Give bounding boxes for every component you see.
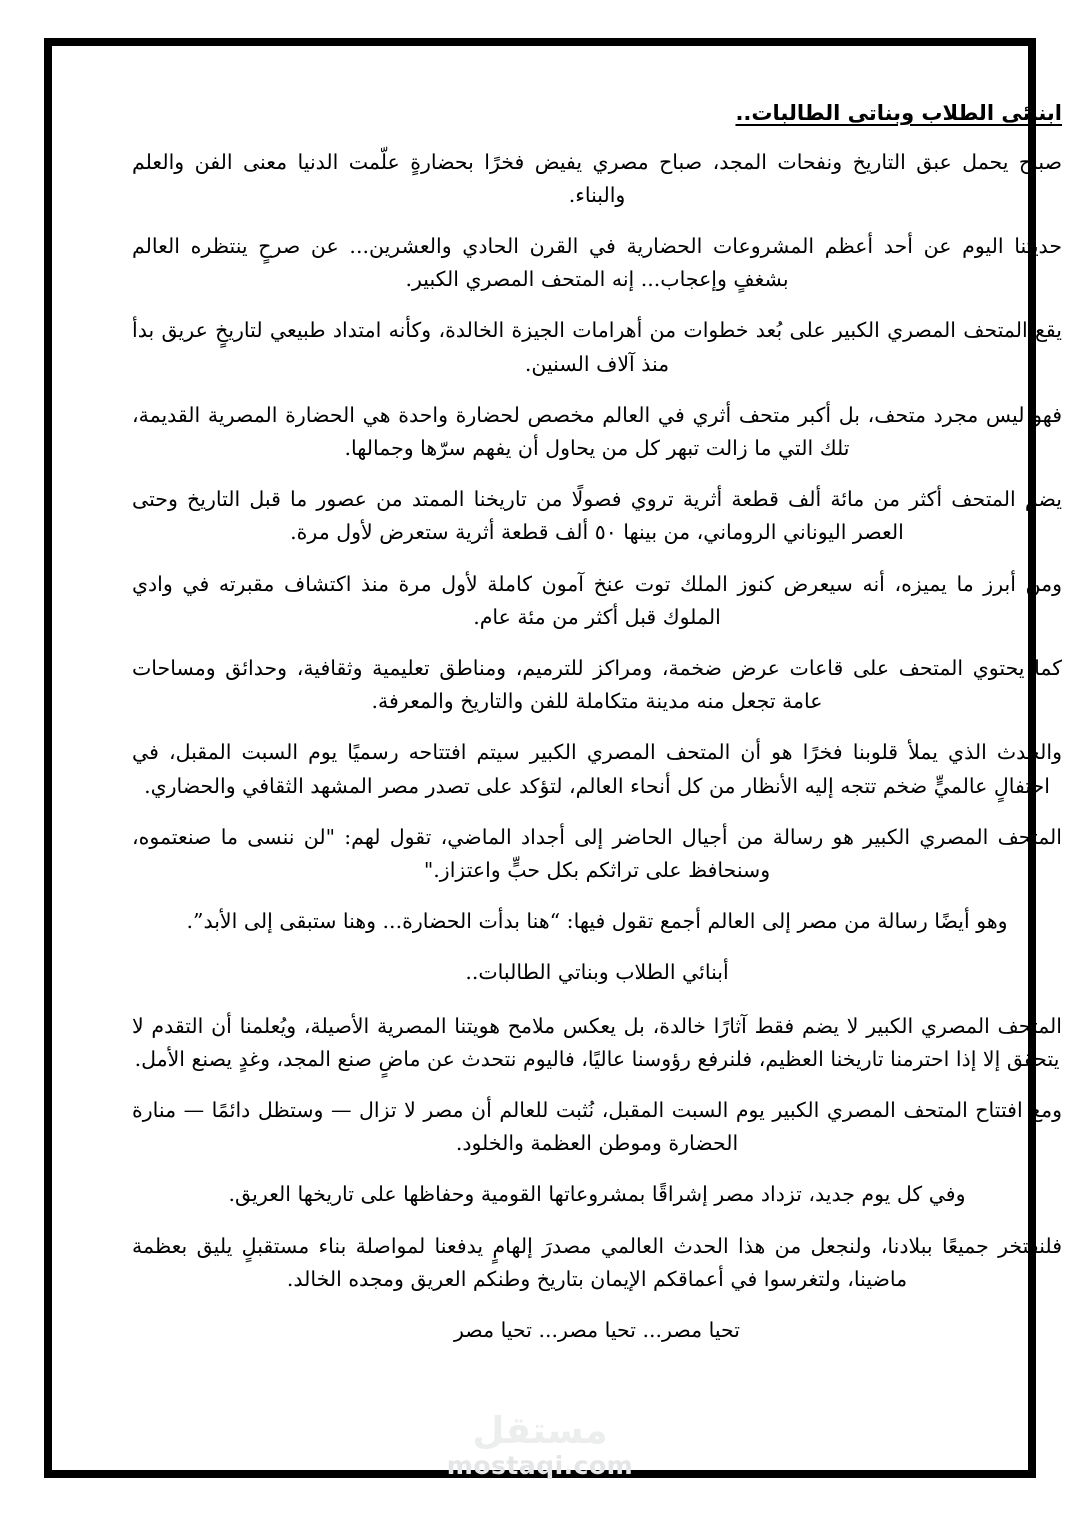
document-body bbox=[132, 98, 1062, 1498]
paragraph-2: حديثنا اليوم عن أحد أعظم المشروعات الحضارية في القرن الحادي والعشرين... عن صرحٍ ينتظره العالم بشغفٍ وإعجاب... إنه المتحف المصري الكبير. bbox=[132, 233, 1062, 292]
paragraph-6: ومن أبرز ما يميزه، أنه سيعرض كنوز الملك توت عنخ آمون كاملة لأول مرة منذ اكتشاف مقبرته في وادي الملوك قبل أكثر من مئة عام. bbox=[132, 571, 1062, 629]
closing-line: تحيا مصر... تحيا مصر... تحيا مصر bbox=[454, 1317, 740, 1342]
paragraph-9: المتحف المصري الكبير هو رسالة من أجيال الحاضر إلى أجداد الماضي، تقول لهم: "لن ننسى ما صنعتموه، وسنحافظ على تراثكم بكل حبٍّ واعتزاز." bbox=[132, 824, 1062, 882]
paragraph-3: يقع المتحف المصري الكبير على بُعد خطوات من أهرامات الجيزة الخالدة، وكأنه امتداد طبيعي لتاريخٍ عريق بدأ منذ آلاف السنين. bbox=[132, 318, 1062, 376]
paragraph-4: فهو ليس مجرد متحف، بل أكبر متحف أثري في العالم مخصص لحضارة واحدة هي الحضارة المصرية القديمة، تلك التي ما زالت تبهر كل من يحاول أن يفهم سرّها وجمالها. bbox=[132, 402, 1062, 460]
paragraph-10: وهو أيضًا رسالة من مصر إلى العالم أجمع تقول فيها: “هنا بدأت الحضارة... وهنا ستبقى إلى الأبد”. bbox=[186, 909, 1008, 934]
watermark-arabic-text: مستقل bbox=[472, 1409, 608, 1452]
paragraph-12: المتحف المصري الكبير لا يضم فقط آثارًا خالدة، بل يعكس ملامح هويتنا المصرية الأصيلة، ويُعلمنا أن التقدم لا يتحقق إلا إذا احترمنا تاريخنا العظيم، فلنرفع رؤوسنا عاليًا، فاليوم نتحدث عن ماضٍ صنع المجد، وغدٍ يصنع الأمل. bbox=[132, 1013, 1062, 1071]
paragraph-1: صباح يحمل عبق التاريخ ونفحات المجد، صباح مصري يفيض فخرًا بحضارةٍ علّمت الدنيا معنى الفن والعلم والبناء. bbox=[132, 149, 1062, 207]
section-subtitle: أبنائي الطلاب وبناتي الطالبات.. bbox=[465, 960, 729, 985]
page-title: ابنائى الطلاب وبناتى الطالبات.. bbox=[735, 101, 1062, 125]
document-frame bbox=[44, 38, 1062, 1478]
paragraph-13: ومع افتتاح المتحف المصري الكبير يوم السبت المقبل، نُثبت للعالم أن مصر لا تزال — وستظل دائمًا — منارة الحضارة وموطن العظمة والخلود. bbox=[132, 1097, 1062, 1156]
paragraph-7: كما يحتوي المتحف على قاعات عرض ضخمة، ومراكز للترميم، ومناطق تعليمية وثقافية، وحدائق ومساحات عامة تجعل منه مدينة متكاملة للفن والتاريخ والمعرفة. bbox=[132, 655, 1062, 714]
paragraph-5: يضم المتحف أكثر من مائة ألف قطعة أثرية تروي فصولًا من تاريخنا الممتد من عصور ما قبل التاريخ وحتى العصر اليوناني الروماني، من بينها ٥٠ ألف قطعة أثرية ستعرض لأول مرة. bbox=[132, 487, 1062, 545]
watermark-domain-text: mostaqi.com bbox=[446, 1451, 634, 1480]
paragraph-8: والحدث الذي يملأ قلوبنا فخرًا هو أن المتحف المصري الكبير سيتم افتتاحه رسميًا يوم السبت المقبل، في احتفالٍ عالميٍّ ضخم تتجه إليه الأنظار من كل أنحاء العالم، لتؤكد على تصدر مصر المشهد الثقافي والحضاري. bbox=[132, 740, 1062, 798]
paragraph-14: وفي كل يوم جديد، تزداد مصر إشراقًا بمشروعاتها القومية وحفاظها على تاريخها العريق. bbox=[228, 1182, 966, 1207]
paragraph-15: فلنفتخر جميعًا ببلادنا، ولنجعل من هذا الحدث العالمي مصدرَ إلهامٍ يدفعنا لمواصلة بناء مستقبلٍ يليق بعظمة ماضينا، ولتغرسوا في أعماقكم الإيمان بتاريخ وطنكم العريق ومجده الخالد. bbox=[132, 1233, 1062, 1291]
